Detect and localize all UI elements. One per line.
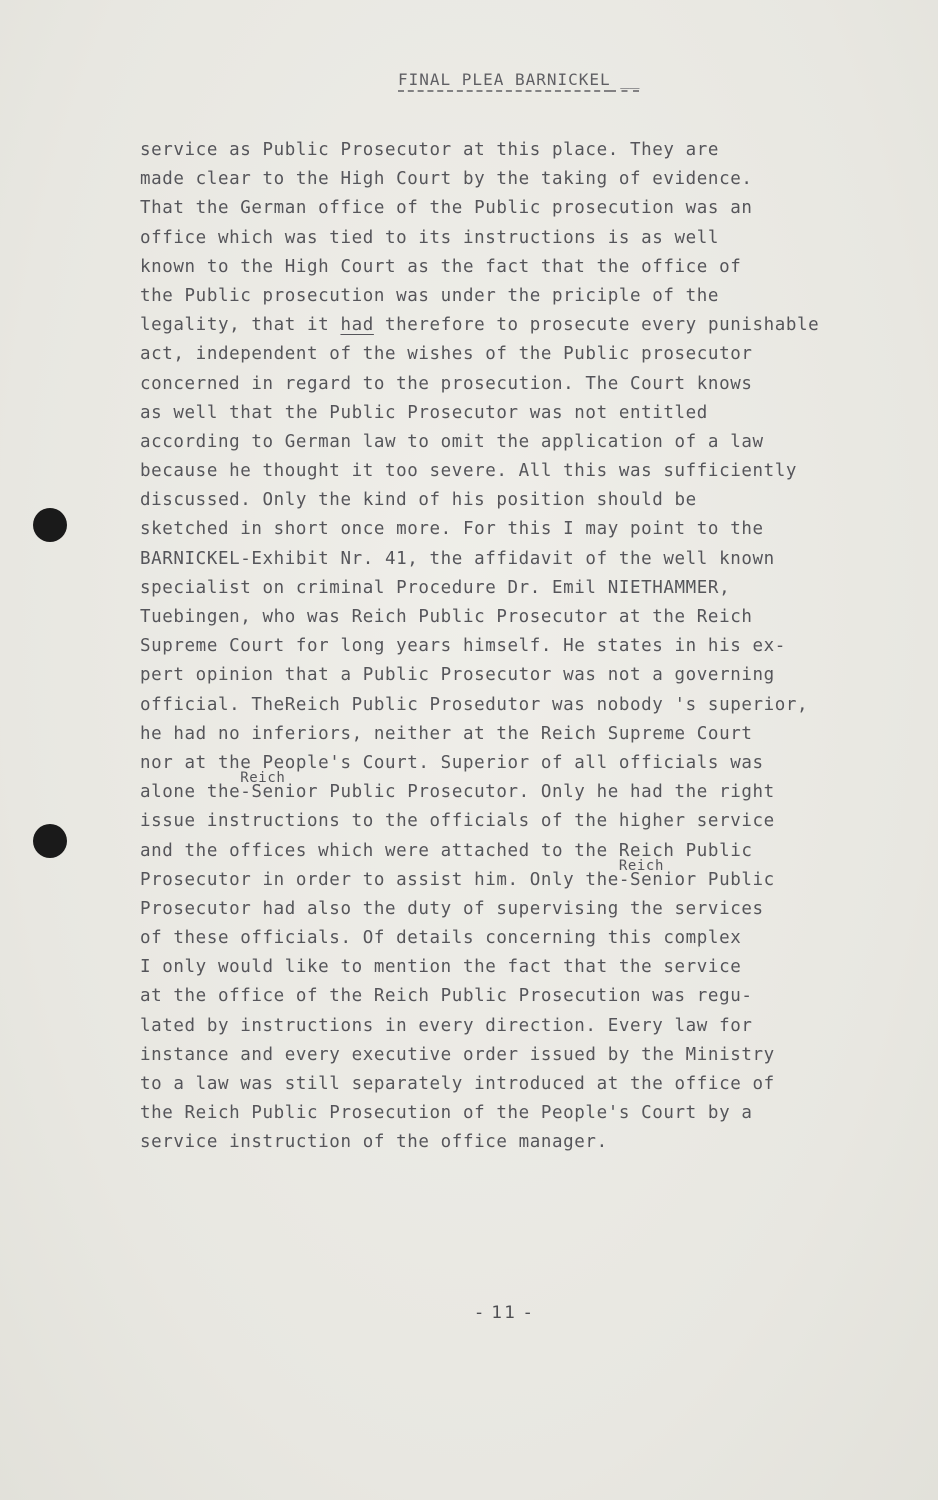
- text-segment: -Senior Public Prosecutor. Only he had the right: [240, 782, 775, 803]
- text-line: instance and every executive order issued by the Ministry: [140, 1044, 775, 1065]
- text-line: discussed. Only the kind of his position should be: [140, 490, 697, 511]
- text-line: specialist on criminal Procedure Dr. Emil NIETHAMMER,: [140, 577, 731, 598]
- text-line: service instruction of the office manager.: [140, 1132, 608, 1153]
- header-title: FINAL PLEA BARNICKEL: [398, 70, 611, 89]
- text-line: concerned in regard to the prosecution. The Court knows: [140, 373, 753, 394]
- text-line: Prosecutor had also the duty of supervising the services: [140, 898, 764, 919]
- body-text: [140, 136, 880, 1158]
- document-header: FINAL PLEA BARNICKEL __: [398, 70, 640, 89]
- text-line: the Reich Public Prosecution of the People's Court by a: [140, 1103, 753, 1124]
- punch-hole-bottom: [33, 824, 67, 858]
- text-segment: legality, that it: [140, 315, 341, 336]
- text-line: made clear to the High Court by the taking of evidence.: [140, 169, 753, 190]
- inserted-word: Reich: [240, 770, 286, 787]
- text-line: as well that the Public Prosecutor was not entitled: [140, 402, 708, 423]
- text-line: [140, 311, 880, 340]
- text-line: office which was tied to its instructions is as well: [140, 227, 720, 248]
- text-line: and the offices which were attached to the Reich Public: [140, 840, 753, 861]
- text-line: lated by instructions in every direction. Every law for: [140, 1015, 753, 1036]
- text-line: official. TheReich Public Prosedutor was nobody 's superior,: [140, 694, 809, 715]
- text-segment: Prosecutor in order to assist him. Only the: [140, 869, 619, 890]
- text-line: I only would like to mention the fact that the service: [140, 957, 742, 978]
- text-line: issue instructions to the officials of the higher service: [140, 811, 775, 832]
- text-line: pert opinion that a Public Prosecutor was not a governing: [140, 665, 775, 686]
- text-line: because he thought it too severe. All this was sufficiently: [140, 461, 798, 482]
- text-line: according to German law to omit the application of a law: [140, 431, 764, 452]
- text-line: [140, 770, 880, 807]
- text-line: [140, 857, 880, 895]
- text-segment: therefore to prosecute every punishable: [373, 315, 820, 336]
- page-number: - 11 -: [476, 1303, 533, 1323]
- text-line: he had no inferiors, neither at the Reich Supreme Court: [140, 723, 753, 744]
- text-line: That the German office of the Public prosecution was an: [140, 198, 753, 219]
- inserted-word: Reich: [618, 857, 664, 874]
- text-line: known to the High Court as the fact that the office of: [140, 256, 742, 277]
- text-line: at the office of the Reich Public Prosecution was regu-: [140, 986, 753, 1007]
- text-segment: alone the: [140, 782, 241, 803]
- underlined-word: had: [340, 315, 374, 336]
- text-line: nor at the People's Court. Superior of all officials was: [140, 752, 764, 773]
- text-line: to a law was still separately introduced at the office of: [140, 1074, 775, 1094]
- text-line: the Public prosecution was under the priciple of the: [140, 285, 720, 306]
- text-line: BARNICKEL-Exhibit Nr. 41, the affidavit of the well known: [140, 548, 775, 569]
- text-segment: -Senior Public: [618, 869, 775, 890]
- text-line: of these officials. Of details concerning this complex: [140, 928, 742, 949]
- punch-hole-top: [33, 508, 67, 542]
- text-line: Tuebingen, who was Reich Public Prosecutor at the Reich: [140, 607, 753, 627]
- text-line: sketched in short once more. For this I may point to the: [140, 519, 764, 540]
- text-line: service as Public Prosecutor at this place. They are: [140, 140, 720, 160]
- text-line: Supreme Court for long years himself. He states in his ex-: [140, 636, 786, 657]
- text-line: act, independent of the wishes of the Public prosecutor: [140, 344, 753, 365]
